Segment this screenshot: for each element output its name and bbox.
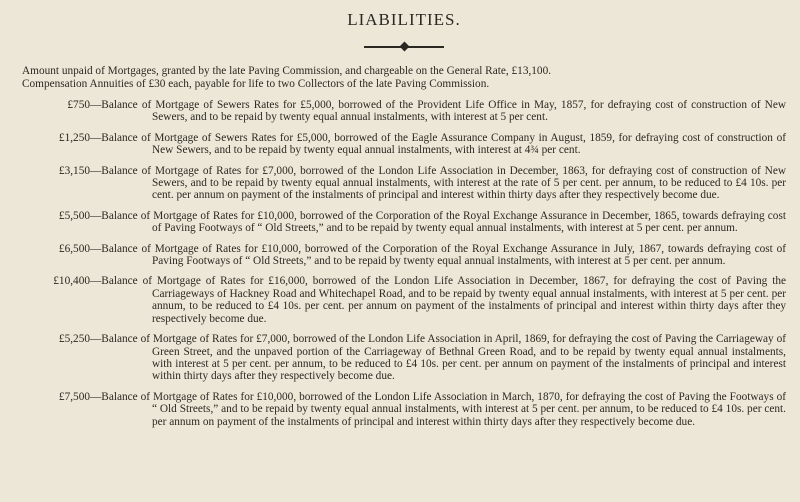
entry-amount: £3,150 bbox=[58, 164, 90, 177]
entry-amount: £6,500 bbox=[58, 242, 90, 255]
ornamental-divider bbox=[364, 42, 444, 51]
entry-amount: £7,500 bbox=[58, 390, 90, 403]
intro-mortgages: Amount unpaid of Mortgages, granted by the late Paving Commission, and chargeable on the General Rate, £13,100. bbox=[22, 65, 552, 77]
liability-entry bbox=[22, 275, 786, 325]
entry-amount: £5,250 bbox=[58, 333, 90, 346]
liability-entry bbox=[22, 333, 786, 383]
liability-entry bbox=[22, 165, 786, 202]
entry-text: —Balance of Mortgage of Rates for £7,000, borrowed of the London Life Association in December, 1863, for defraying cost of construction of New Sewers, and to be repaid by twenty equal annual instalments, with interest at the rate of 5 per cent. per annum, to be reduced to £4 10s. per cent. per annum on payment of the instalments of principal and interest within thirty days after they respectively become due. bbox=[90, 164, 786, 202]
liability-entry bbox=[22, 243, 786, 268]
entry-text: —Balance of Mortgage of Sewers Rates for £5,000, borrowed of the Eagle Assurance Company in August, 1859, for defraying cost of construction of New Sewers, and to be repaid by twenty equal annual instalments, with interest at 4¾ per cent. bbox=[90, 131, 786, 157]
liability-entry bbox=[22, 99, 786, 124]
liability-entry bbox=[22, 391, 786, 428]
liability-entry bbox=[22, 210, 786, 235]
entry-text: —Balance of Mortgage of Rates for £7,000, borrowed of the London Life Association in April, 1869, for defraying the cost of Paving the Carriageway of Green Street, and the unpaved portion of the Carriageway of Bethnal Green Road, and to be repaid by twenty equal annual instalments, with interest at 5 per cent. per annum, to be reduced to £4 10s. per cent. per annum on payment of the instalments of principal and interest within thirty days after they respectively become due. bbox=[90, 333, 786, 383]
entry-amount: £5,500 bbox=[58, 209, 90, 222]
liabilities-list bbox=[22, 99, 786, 428]
entry-amount: £1,250 bbox=[58, 131, 90, 144]
entry-text: —Balance of Mortgage of Rates for £10,000, borrowed of the London Life Association in March, 1870, for defraying the cost of Paving the Footways of “ Old Streets,” and to be repaid by twenty equal annual instalments, with interest at 5 per cent. per annum, to be reduced to £4 10s. per cent. per annum on payment of the instalments of principal and interest within thirty days after they respectively become due. bbox=[90, 390, 786, 428]
entry-amount: £750 bbox=[67, 99, 90, 111]
entry-text: —Balance of Mortgage of Sewers Rates for £5,000, borrowed of the Provident Life Office in May, 1857, for defraying cost of construction of New Sewers, and to be repaid by twenty equal annual instalments, with interest at 5 per cent. bbox=[90, 99, 786, 124]
entry-text: —Balance of Mortgage of Rates for £10,000, borrowed of the Corporation of the Royal Exchange Assurance in July, 1867, towards defraying cost of Paving Footways of “ Old Streets,” and to be repaid by twenty equal annual instalments, with interest at 5 per cent. per annum. bbox=[90, 242, 786, 268]
entry-amount: £10,400 bbox=[53, 275, 90, 288]
liability-entry bbox=[22, 132, 786, 157]
entry-text: —Balance of Mortgage of Rates for £16,000, borrowed of the London Life Association in December, 1867, for defraying the cost of Paving the Carriageways of Hackney Road and Whitechapel Road, and to be repaid by twenty equal annual instalments, with interest at 5 per cent. per annum, to be reduced to £4 10s. per cent. per annum on payment of the instalments of principal and interest within thirty days after they respectively become due. bbox=[90, 275, 786, 325]
page-title: LIABILITIES. bbox=[347, 10, 461, 29]
entry-text: —Balance of Mortgage of Rates for £10,000, borrowed of the Corporation of the Royal Exchange Assurance in December, 1865, towards defraying cost of Paving Footways of “ Old Streets,” and to be repaid by twenty equal annual instalments, with interest at 5 per cent. per annum. bbox=[90, 209, 786, 235]
divider-diamond bbox=[400, 42, 410, 52]
intro-section bbox=[22, 65, 786, 91]
intro-annuities: Compensation Annuities of £30 each, payable for life to two Collectors of the late Paving Commission. bbox=[22, 78, 490, 90]
